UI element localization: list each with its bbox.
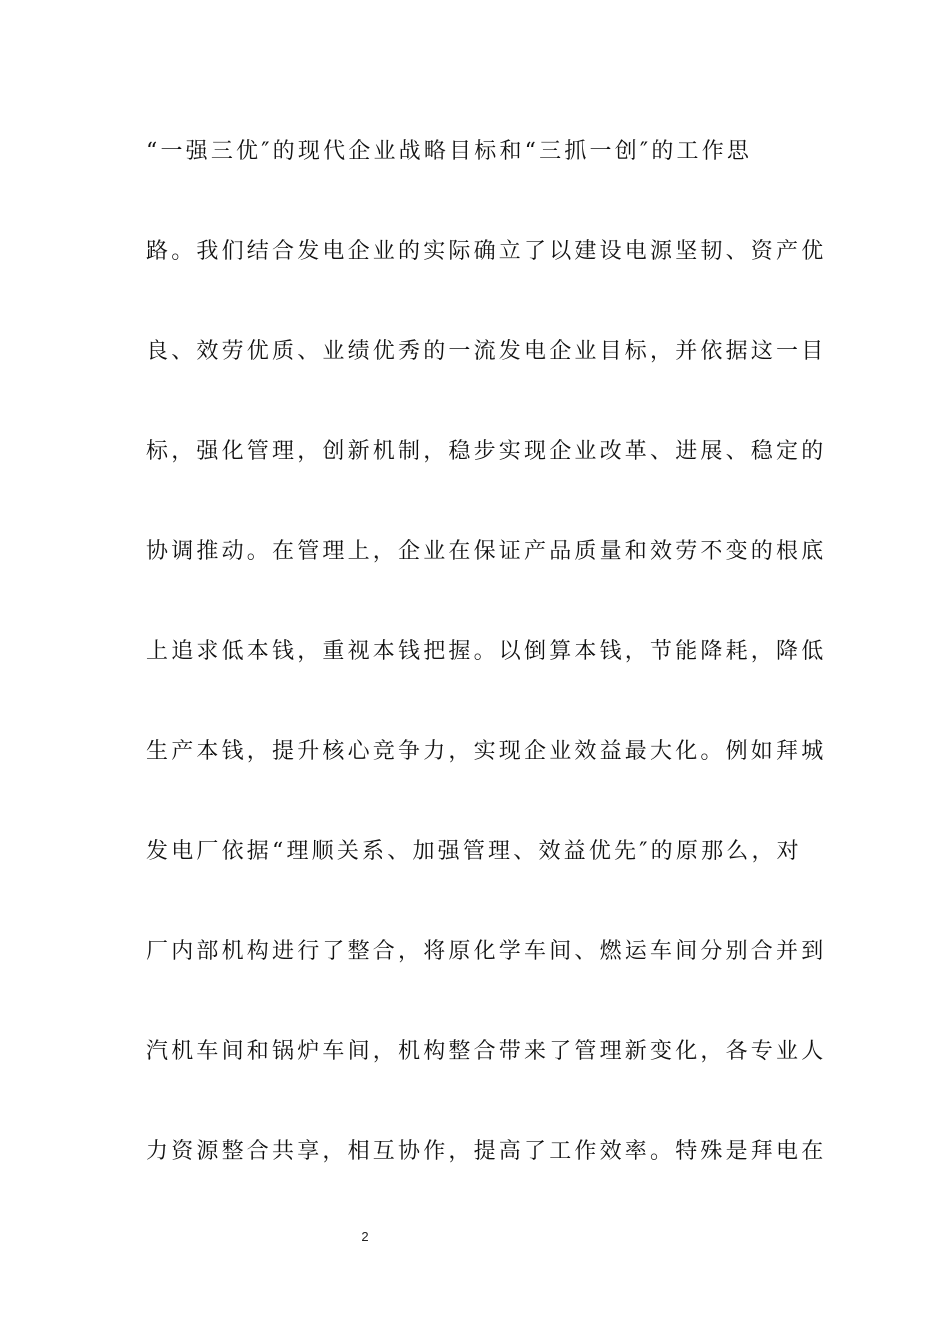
text-line: “一强三优″的现代企业战略目标和“三抓一创″的工作思 — [146, 139, 753, 164]
text-line: 发电厂依据“理顺关系、加强管理、效益优先″的原那么，对 — [146, 839, 802, 864]
text-line: 上追求低本钱，重视本钱把握。以倒算本钱，节能降耗，降低 — [146, 639, 827, 664]
text-line: 良、效劳优质、业绩优秀的一流发电企业目标，并依据这一目 — [146, 339, 827, 364]
text-line: 标，强化管理，创新机制，稳步实现企业改革、进展、稳定的 — [146, 439, 827, 464]
body-text — [146, 130, 827, 1230]
page-number: 2 — [361, 1229, 369, 1244]
text-line: 厂内部机构进行了整合，将原化学车间、燃运车间分别合并到 — [146, 939, 827, 964]
text-line: 汽机车间和锅炉车间，机构整合带来了管理新变化，各专业人 — [146, 1039, 827, 1064]
text-line: 协调推动。在管理上，企业在保证产品质量和效劳不变的根底 — [146, 539, 827, 564]
text-line: 生产本钱，提升核心竞争力，实现企业效益最大化。例如拜城 — [146, 739, 827, 764]
text-line: 力资源整合共享，相互协作，提高了工作效率。特殊是拜电在 — [146, 1139, 827, 1164]
text-line: 路。我们结合发电企业的实际确立了以建设电源坚韧、资产优 — [146, 239, 827, 264]
